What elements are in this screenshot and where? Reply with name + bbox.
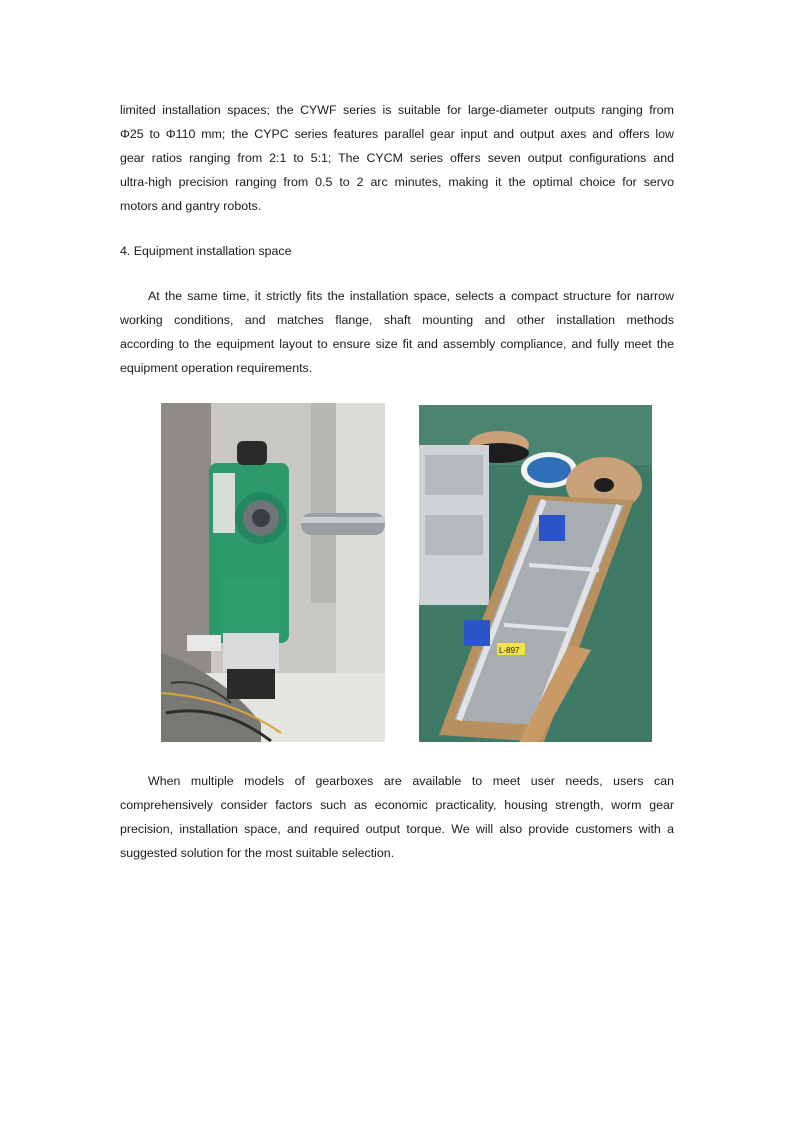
paragraph-installation-space [120, 284, 674, 380]
paragraph-selection-advice [120, 769, 674, 865]
text-line: equipment operation requirements. [120, 361, 313, 375]
text-line: At the same time, it strictly fits the installation space, selects a compact structure for narrow [148, 289, 674, 303]
photo-tag-label: L-897 [499, 646, 520, 655]
text-line: motors and gantry robots. [120, 199, 262, 213]
paragraph-series-description [120, 98, 674, 218]
text-line: limited installation spaces; the CYWF series is suitable for large-diameter outputs ranging from [120, 103, 674, 117]
text-line: according to the equipment layout to ensure size fit and assembly compliance, and fully meet the [120, 337, 674, 351]
linear-module-photo [419, 405, 652, 742]
text-line: Φ25 to Φ110 mm; the CYPC series features parallel gear input and output axes and offers low [120, 127, 674, 141]
text-line: ultra-high precision ranging from 0.5 to 2 arc minutes, making it the optimal choice for servo [120, 175, 674, 189]
text-line: comprehensively consider factors such as economic practicality, housing strength, worm gear [120, 798, 674, 812]
section-heading: 4. Equipment installation space [120, 244, 292, 258]
text-line: precision, installation space, and required output torque. We will also provide customers with a [120, 822, 674, 836]
text-line: working conditions, and matches flange, shaft mounting and other installation methods [120, 313, 674, 327]
text-line: When multiple models of gearboxes are available to meet user needs, users can [148, 774, 674, 788]
text-line: suggested solution for the most suitable selection. [120, 846, 395, 860]
gearbox-installed-photo [161, 403, 385, 742]
text-line: gear ratios ranging from 2:1 to 5:1; The CYCM series offers seven output configurations and [120, 151, 674, 165]
